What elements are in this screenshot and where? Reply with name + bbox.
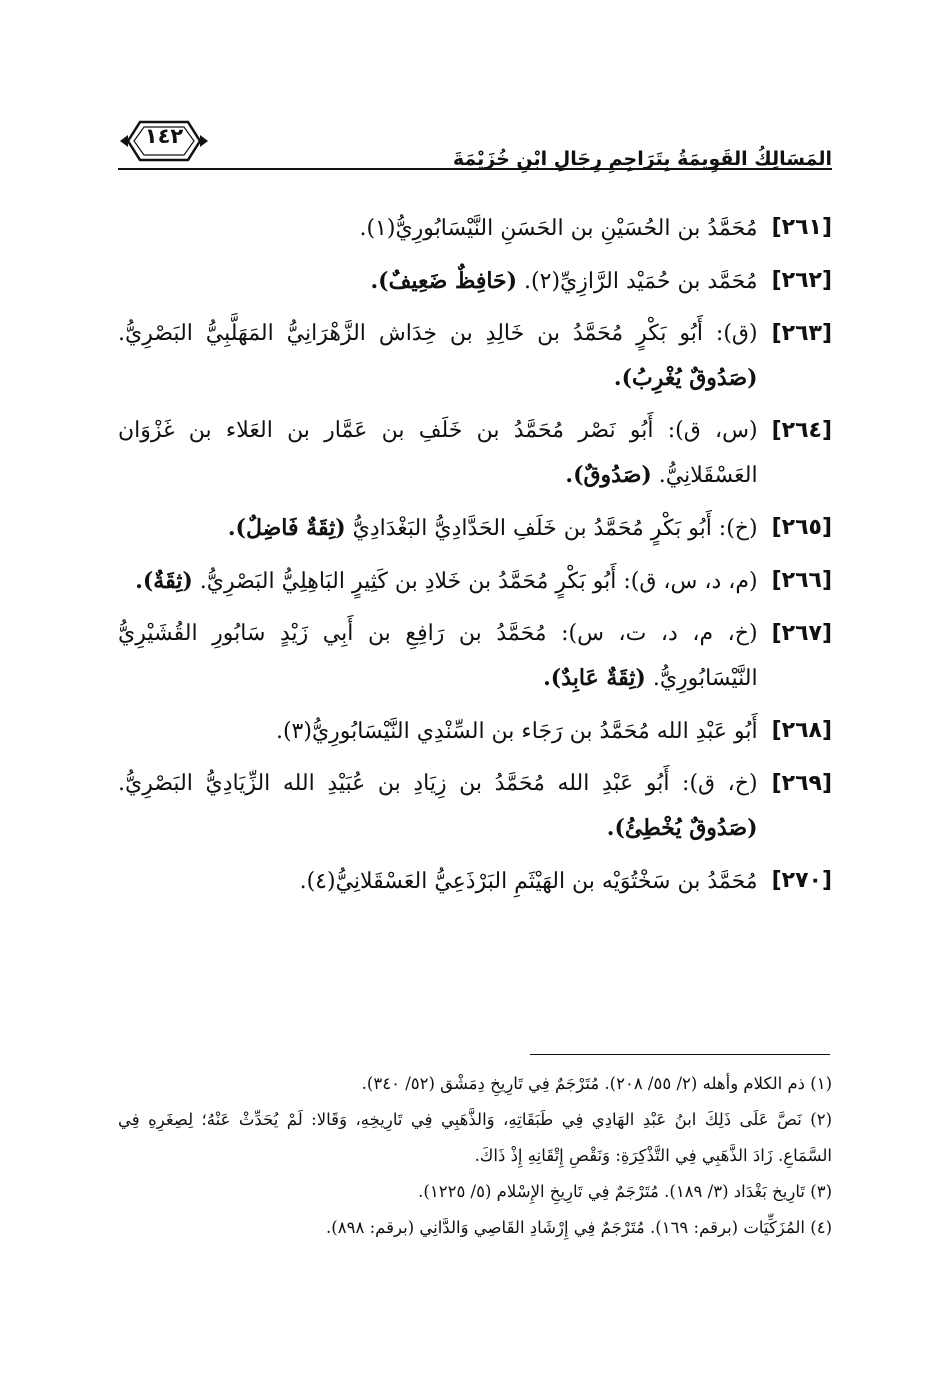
entry-grade: (حَافِظٌ ضَعِيفٌ). bbox=[370, 268, 518, 294]
footnote-3: (٣) تَارِيخ بَغْدَاد (٣/ ١٨٩). مُتَرْجَمٌ فِي تَارِيخِ الإِسْلام (٥/ ١٢٢٥). bbox=[418, 1182, 832, 1201]
footnote-4: (٤) المُزَكِّيَات (برقم: ١٦٩). مُتَرْجَمٌ فِي إِرْشَادِ القَاصِي وَالدَّانِي (برقم: ٨٩٨). bbox=[326, 1218, 832, 1237]
book-title: المَسَالِكُ القَوِيمَةُ بِتَرَاجِمِ رِجَالِ ابْنِ خُزَيْمَةَ bbox=[452, 148, 832, 170]
entry-text: (خ، ق): أَبُو عَبْدِ الله مُحَمَّدُ بن زِيَادِ بن عُبَيْدِ الله الزِّيَادِيُّ البَصْرِيُّ. (صَدُوقٌ يُخْطِئُ). bbox=[118, 771, 758, 841]
entry-265 bbox=[118, 506, 832, 551]
entries-list bbox=[118, 206, 832, 912]
entry-grade: (ثِقَةٌ عَابِدٌ). bbox=[543, 665, 646, 691]
entry-number: [٢٦٣] bbox=[771, 321, 832, 346]
entry-261 bbox=[118, 206, 832, 251]
entry-grade: (ثِقَةٌ). bbox=[135, 568, 193, 594]
entry-grade: (صَدُوقٌ). bbox=[565, 462, 652, 488]
entry-number: [٢٦٢] bbox=[771, 268, 832, 293]
entry-grade: (ثِقَةٌ فَاضِلٌ). bbox=[227, 515, 346, 541]
entry-number: [٢٦٥] bbox=[771, 515, 832, 540]
entry-text: (ق): أَبُو بَكْرٍ مُحَمَّدُ بن خَالِدِ بن خِدَاش الزَّهْرَانِيُّ المَهَلَّبِيُّ البَصْرِيُّ. (صَدُوقٌ يُغْرِبُ). bbox=[118, 321, 758, 391]
entry-text: (خ): أَبُو بَكْرٍ مُحَمَّدُ بن خَلَفِ الحَدَّادِيُّ البَغْدَادِيُّ (ثِقَةٌ فَاضِلٌ). bbox=[227, 515, 758, 541]
entry-264 bbox=[118, 409, 832, 498]
entry-grade: (صَدُوقٌ يُخْطِئُ). bbox=[606, 815, 758, 841]
entry-text: (خ، م، د، ت، س): مُحَمَّدُ بن رَافِعِ بن أَبِي زَيْدٍ سَابُورِ القُشَيْرِيُّ النَّيْسَابُورِيُّ. (ثِقَةٌ عَابِدٌ). bbox=[118, 621, 758, 691]
entry-266 bbox=[118, 559, 832, 604]
entry-grade: (صَدُوقٌ يُغْرِبُ). bbox=[613, 365, 758, 391]
footnote-2: (٢) نَصَّ عَلَى ذَلِكَ ابنُ عَبْدِ الهَادِي فِي طَبَقَاتِهِ، وَالذَّهَبِي فِي تَارِيخِهِ، وَقَالا: لَمْ يُحَدِّثْ عَنْهُ؛ لِصِغَرِهِ فِي السَّمَاعِ. زَادَ الذَّهَبِي فِي التَّذْكِرَةِ: وَنَقْصِ إِتْقَانِهِ إِذْ ذَاكَ. bbox=[118, 1110, 832, 1165]
entry-number: [٢٦٤] bbox=[771, 418, 832, 443]
entry-number: [٢٦٦] bbox=[771, 568, 832, 593]
entry-number: [٢٦٩] bbox=[771, 771, 832, 796]
entry-268 bbox=[118, 709, 832, 754]
entry-269 bbox=[118, 762, 832, 851]
entry-text: مُحَمَّد بن حُمَيْد الرَّازِيِّ(٢). (حَافِظٌ ضَعِيفٌ). bbox=[370, 268, 758, 294]
entry-number: [٢٦٨] bbox=[771, 718, 832, 743]
entry-270 bbox=[118, 859, 832, 904]
entry-number: [٢٧٠] bbox=[771, 868, 832, 893]
entry-text: أَبُو عَبْدِ الله مُحَمَّدُ بن رَجَاء بن السِّنْدِي النَّيْسَابُورِيُّ(٣). bbox=[275, 719, 758, 744]
entry-number: [٢٦١] bbox=[771, 215, 832, 240]
entry-number: [٢٦٧] bbox=[771, 621, 832, 646]
footnotes bbox=[118, 1066, 832, 1246]
footnote-1: (١) ذم الكلام وأهله (٢/ ٥٥/ ٢٠٨). مُتَرْجَمٌ فِي تَارِيخِ دِمَشْق (٥٢/ ٣٤٠). bbox=[361, 1074, 832, 1093]
entry-263 bbox=[118, 312, 832, 401]
footnote-divider bbox=[530, 1054, 830, 1055]
entry-text: مُحَمَّدُ بن سَخْتُوَيْه بن الهَيْثَمِ البَرْذَعِيُّ العَسْقَلانِيُّ(٤). bbox=[299, 869, 758, 894]
entry-text: مُحَمَّدُ بن الحُسَيْنِ بن الحَسَنِ النَّيْسَابُورِيُّ(١). bbox=[359, 216, 758, 241]
entry-text: (س، ق): أَبُو نَصْر مُحَمَّدُ بن خَلَفِ بن عَمَّار بن العَلاء بن غَزْوَان العَسْقَلانِيُّ. (صَدُوقٌ). bbox=[118, 418, 758, 488]
entry-262 bbox=[118, 259, 832, 304]
entry-text: (م، د، س، ق): أَبُو بَكْرٍ مُحَمَّدُ بن خَلادِ بن كَثِيرٍ البَاهِلِيُّ البَصْرِيُّ. (ثِقَةٌ). bbox=[135, 568, 758, 594]
page-number: ١٤٢ bbox=[144, 124, 184, 148]
header-divider bbox=[118, 168, 832, 170]
entry-267 bbox=[118, 612, 832, 701]
page-header bbox=[118, 108, 832, 180]
